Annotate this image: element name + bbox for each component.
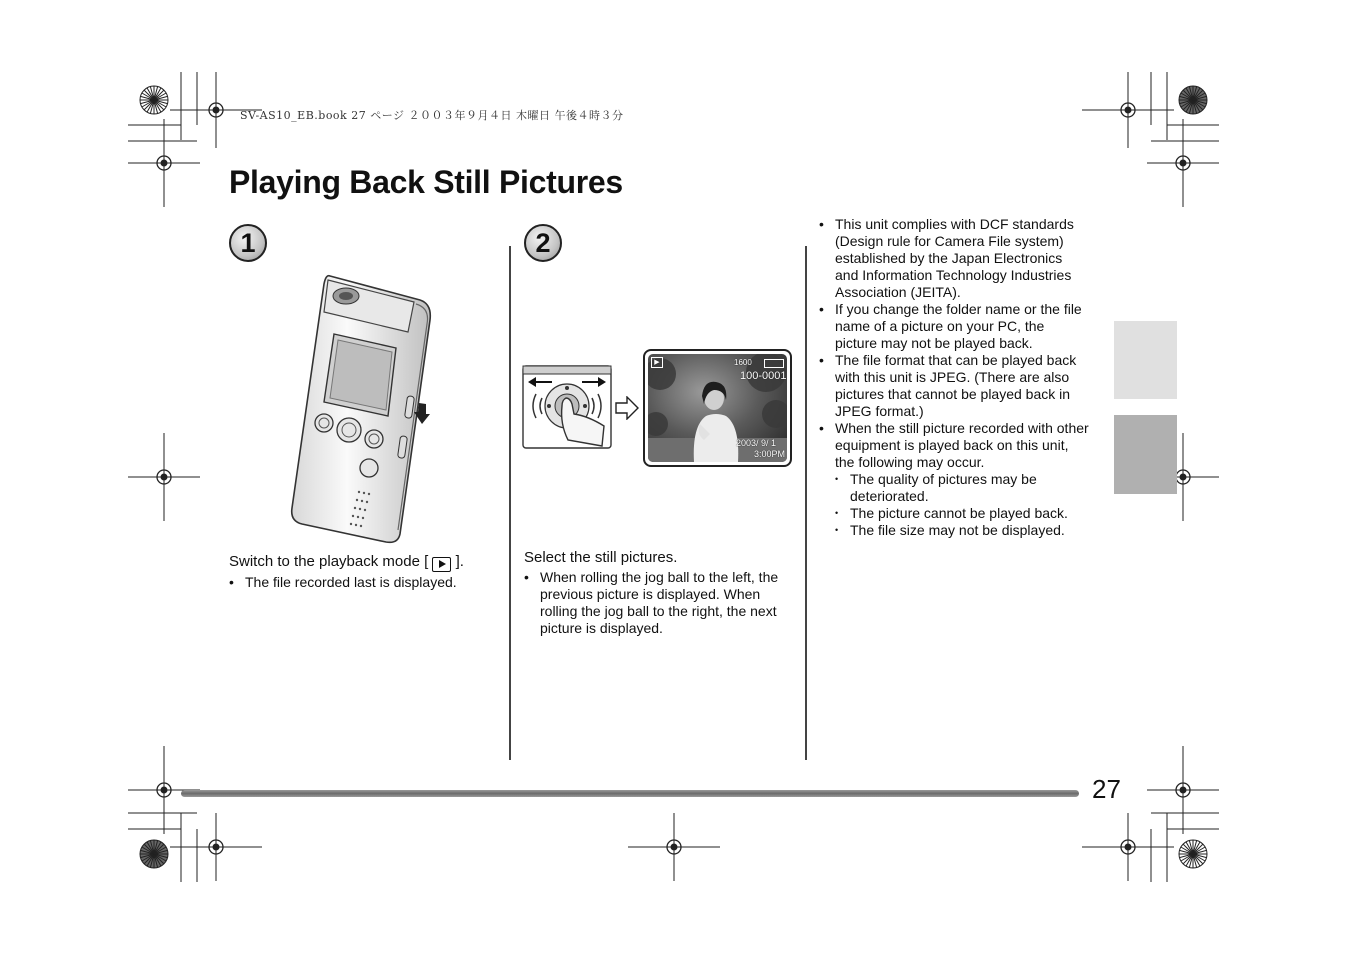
column-divider [509,246,511,760]
registration-target-dot [1180,160,1187,167]
section-tab-dark [1114,415,1177,494]
list-item: • The file format that can be played back with this unit is JPEG. (There are also pictures that cannot be played back in JPEG format.) [819,352,1089,420]
list-item: • When rolling the jog ball to the left, the previous picture is displayed. When rolling the jog ball to the right, the next picture is displayed. [524,569,794,637]
sub-list-item: • The quality of pictures may be deteriorated. [835,471,1089,505]
playback-mode-icon: ▶ [651,357,663,368]
registration-target-dot [1125,844,1132,851]
step-1-instruction-end: ]. [455,553,464,570]
notes-list [819,216,1089,539]
lcd-screen-frame [643,349,792,467]
lcd-resolution: 1600 [734,358,752,367]
lcd-time: 3:00PM [754,449,786,459]
sub-list-item: • The picture cannot be played back. [835,505,1089,522]
battery-icon [764,359,784,368]
step-1-instruction-text: Switch to the playback mode [ [229,553,429,570]
registration-target-dot [671,844,678,851]
step-1-badge: 1 [229,224,267,262]
column-divider [805,246,807,760]
lcd-file-number: 100-0001 [740,370,787,382]
step-2-badge: 2 [524,224,562,262]
section-tab-light [1114,321,1177,399]
sub-list [835,471,1089,539]
page-number: 27 [1092,774,1121,804]
registration-target-dot [213,844,220,851]
step-2-notes [524,569,794,637]
arrow-right-icon [614,396,640,420]
play-icon [432,557,451,572]
registration-target-dot [161,474,168,481]
jog-ball-illustration [522,364,614,450]
list-item: • The file recorded last is displayed. [229,574,499,591]
sub-list-item: • The file size may not be displayed. [835,522,1089,539]
lcd-date: 2003/ 9/ 1 [736,438,777,448]
footer-bar [181,790,1079,797]
step-2-instruction: Select the still pictures. [524,549,678,566]
registration-target-dot [1125,107,1132,114]
registration-target-dot [1180,474,1187,481]
list-item: • This unit complies with DCF standards (Design rule for Camera File system) established by the Japan Electronics and Information Technology Industries Association (JEITA). [819,216,1089,301]
list-item-text: When the still picture recorded with other equipment is played back on this unit, the following may occur. [835,420,1089,470]
registration-target-dot [161,160,168,167]
step-1-instruction [229,552,499,572]
page-title: Playing Back Still Pictures [229,164,623,200]
step-1-notes [229,574,499,591]
print-header-line: SV-AS10_EB.book 27 ページ ２００３年９月４日 木曜日 午後４時３分 [240,109,624,122]
registration-target-dot [1180,787,1187,794]
camera-device-illustration [280,268,440,548]
registration-target-dot [161,787,168,794]
lcd-photo [648,354,787,462]
registration-target-dot [213,107,220,114]
list-item [819,420,1089,539]
list-item: • If you change the folder name or the file name of a picture on your PC, the picture may not be played back. [819,301,1089,352]
